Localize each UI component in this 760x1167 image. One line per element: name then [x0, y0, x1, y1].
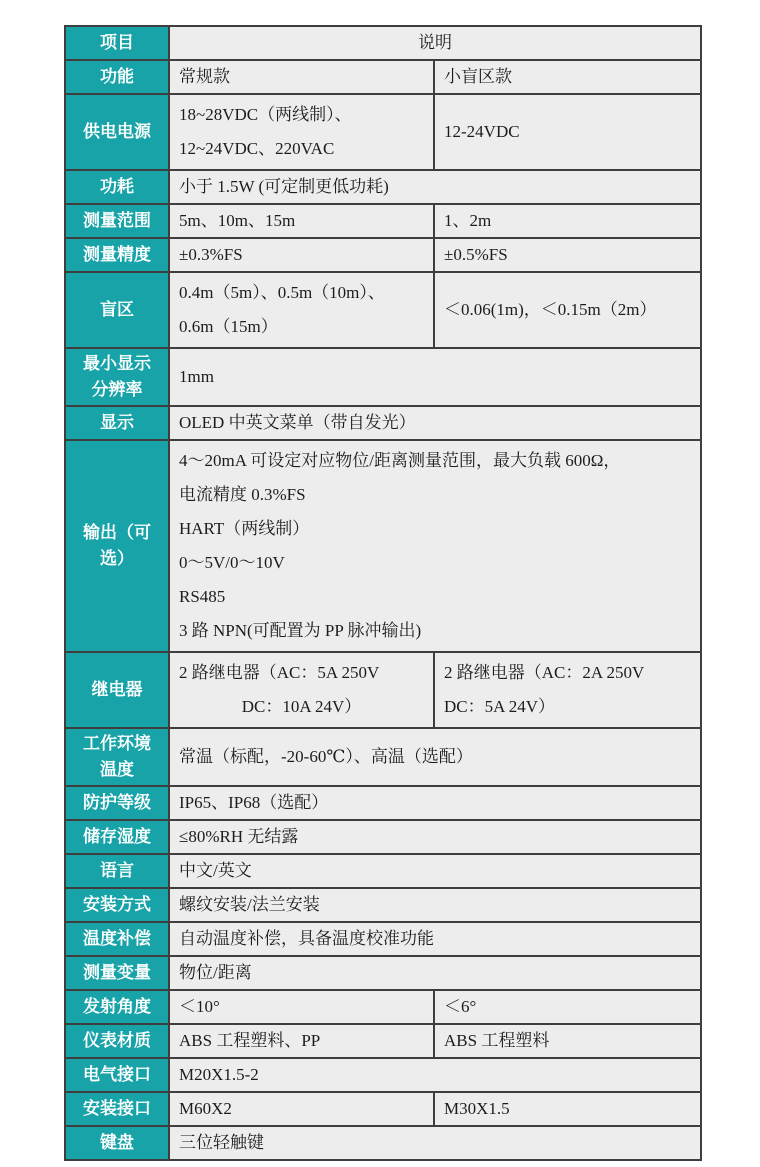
- spec-row: [65, 1126, 701, 1160]
- spec-value: 常温（标配，-20-60℃）、高温（选配）: [169, 728, 701, 786]
- spec-row: [65, 728, 701, 786]
- spec-value: ±0.3%FS: [169, 238, 434, 272]
- spec-row: [65, 652, 701, 728]
- spec-value-line: 2 路继电器（AC：5A 250V: [179, 663, 380, 682]
- product-specification-table: [64, 25, 702, 1161]
- spec-value: [434, 652, 701, 728]
- spec-row: [65, 406, 701, 440]
- row-label: [65, 820, 169, 854]
- row-label: [65, 1058, 169, 1092]
- row-label-line: 测量精度: [83, 245, 151, 264]
- row-label-line: 键盘: [100, 1133, 134, 1152]
- spec-value: M60X2: [169, 1092, 434, 1126]
- row-label-line: 安装接口: [83, 1099, 151, 1118]
- row-label: [65, 60, 169, 94]
- spec-value-line: DC：10A 24V）: [241, 697, 362, 716]
- spec-table-rows: [65, 26, 701, 1160]
- row-label: [65, 854, 169, 888]
- spec-value: 说明: [169, 26, 701, 60]
- spec-value: 小于 1.5W (可定制更低功耗): [169, 170, 701, 204]
- spec-value: M20X1.5-2: [169, 1058, 701, 1092]
- row-label-line: 安装方式: [83, 895, 151, 914]
- spec-value: 自动温度补偿，具备温度校准功能: [169, 922, 701, 956]
- spec-value: OLED 中英文菜单（带自发光）: [169, 406, 701, 440]
- row-label-line: 项目: [100, 33, 134, 52]
- spec-value-line: 4～20mA 可设定对应物位/距离测量范围，最大负载 600Ω，: [179, 451, 621, 470]
- row-label: [65, 204, 169, 238]
- row-label: [65, 348, 169, 406]
- spec-value-line: 12~24VDC、220VAC: [179, 139, 335, 158]
- spec-value: M30X1.5: [434, 1092, 701, 1126]
- spec-value: 常规款: [169, 60, 434, 94]
- spec-value-line: DC：5A 24V）: [444, 697, 555, 716]
- spec-value-line: 0.4m（5m）、0.5m（10m）、: [179, 283, 385, 302]
- spec-value: IP65、IP68（选配）: [169, 786, 701, 820]
- row-label-line: 发射角度: [83, 997, 151, 1016]
- spec-value: ABS 工程塑料、PP: [169, 1024, 434, 1058]
- row-label: [65, 1024, 169, 1058]
- spec-row: [65, 348, 701, 406]
- spec-value-line: 0～5V/0～10V: [179, 553, 285, 572]
- row-label-line: 防护等级: [83, 793, 151, 812]
- spec-value-line: 3 路 NPN(可配置为 PP 脉冲输出): [179, 621, 422, 640]
- row-label-line: 继电器: [91, 680, 143, 699]
- spec-row: [65, 60, 701, 94]
- spec-row: [65, 786, 701, 820]
- row-label-line: 温度: [100, 760, 134, 779]
- spec-row: [65, 238, 701, 272]
- spec-value: 物位/距离: [169, 956, 701, 990]
- spec-row: [65, 26, 701, 60]
- spec-row: [65, 272, 701, 348]
- row-label-line: 分辨率: [91, 380, 143, 399]
- row-label-line: 功能: [100, 67, 134, 86]
- spec-value: 中文/英文: [169, 854, 701, 888]
- spec-value: ＜0.06(1m)，＜0.15m（2m）: [434, 272, 701, 348]
- row-label: [65, 1092, 169, 1126]
- row-label: [65, 888, 169, 922]
- spec-value: 小盲区款: [434, 60, 701, 94]
- row-label: [65, 786, 169, 820]
- spec-value-line: 18~28VDC（两线制）、: [179, 105, 352, 124]
- spec-row: [65, 854, 701, 888]
- spec-row: [65, 204, 701, 238]
- row-label-line: 最小显示: [83, 354, 151, 373]
- spec-value: ABS 工程塑料: [434, 1024, 701, 1058]
- spec-value-line: RS485: [179, 587, 226, 606]
- row-label-line: 供电电源: [83, 122, 151, 141]
- row-label: [65, 170, 169, 204]
- row-label: [65, 1126, 169, 1160]
- row-label: [65, 652, 169, 728]
- row-label: [65, 922, 169, 956]
- row-label-line: 显示: [100, 413, 134, 432]
- spec-row: [65, 94, 701, 170]
- spec-row: [65, 1058, 701, 1092]
- row-label: [65, 990, 169, 1024]
- spec-value: ±0.5%FS: [434, 238, 701, 272]
- spec-value-line: 2 路继电器（AC：2A 250V: [444, 663, 645, 682]
- row-label: [65, 406, 169, 440]
- row-label: [65, 728, 169, 786]
- spec-row: [65, 888, 701, 922]
- row-label: [65, 94, 169, 170]
- spec-value-line: 0.6m（15m）: [179, 317, 278, 336]
- row-label-line: 工作环境: [83, 734, 151, 753]
- row-label-line: 选）: [100, 549, 134, 568]
- row-label-line: 功耗: [100, 177, 134, 196]
- row-label-line: 仪表材质: [83, 1031, 151, 1050]
- spec-value: 5m、10m、15m: [169, 204, 434, 238]
- spec-value: ＜6°: [434, 990, 701, 1024]
- spec-value: [169, 272, 434, 348]
- spec-row: [65, 990, 701, 1024]
- spec-value: 螺纹安装/法兰安装: [169, 888, 701, 922]
- spec-value-line: 电流精度 0.3%FS: [179, 485, 306, 504]
- row-label: [65, 272, 169, 348]
- spec-value: 1mm: [169, 348, 701, 406]
- spec-value: ≤80%RH 无结露: [169, 820, 701, 854]
- row-label-line: 输出（可: [83, 523, 151, 542]
- spec-row: [65, 1092, 701, 1126]
- row-label: [65, 440, 169, 652]
- row-label-line: 测量变量: [83, 963, 151, 982]
- row-label-line: 盲区: [100, 300, 134, 319]
- spec-value: [169, 440, 701, 652]
- spec-row: [65, 440, 701, 652]
- spec-value: ＜10°: [169, 990, 434, 1024]
- spec-value: 12-24VDC: [434, 94, 701, 170]
- row-label-line: 测量范围: [83, 211, 151, 230]
- spec-row: [65, 820, 701, 854]
- row-label: [65, 238, 169, 272]
- spec-row: [65, 922, 701, 956]
- spec-value: 1、2m: [434, 204, 701, 238]
- row-label-line: 储存湿度: [83, 827, 151, 846]
- row-label-line: 温度补偿: [83, 929, 151, 948]
- row-label: [65, 26, 169, 60]
- row-label: [65, 956, 169, 990]
- spec-value-line: HART（两线制）: [179, 519, 310, 538]
- spec-row: [65, 956, 701, 990]
- spec-row: [65, 170, 701, 204]
- row-label-line: 电气接口: [83, 1065, 151, 1084]
- spec-value: [169, 94, 434, 170]
- spec-value: 三位轻触键: [169, 1126, 701, 1160]
- spec-value: [169, 652, 434, 728]
- row-label-line: 语言: [100, 861, 134, 880]
- spec-row: [65, 1024, 701, 1058]
